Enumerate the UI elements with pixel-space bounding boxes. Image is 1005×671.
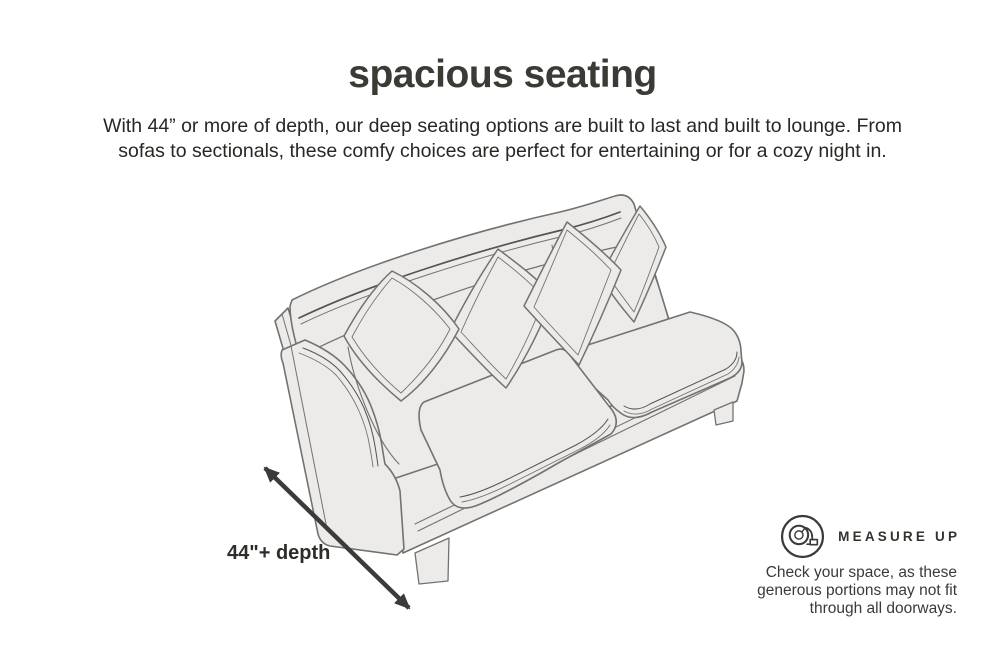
measure-up-heading: MEASURE UP	[838, 529, 961, 544]
measure-up-block	[717, 514, 961, 618]
subtitle-line-1: With 44” or more of depth, our deep seating options are built to last and built to lounge. From	[103, 115, 902, 137]
tape-measure-icon	[780, 514, 825, 559]
sofa-line-drawing	[275, 195, 744, 584]
measure-up-header	[717, 514, 961, 559]
measure-up-note	[717, 564, 957, 618]
measure-up-note-line-1: Check your space, as these	[765, 564, 957, 581]
measure-up-note-line-2: generous portions may not fit	[757, 582, 957, 599]
measure-up-note-line-3: through all doorways.	[809, 600, 957, 617]
subtitle-line-2: sofas to sectionals, these comfy choices are perfect for entertaining or for a cozy night in.	[118, 140, 887, 162]
page-title: spacious seating	[348, 53, 657, 96]
depth-dimension-label: 44"+ depth	[227, 542, 331, 564]
